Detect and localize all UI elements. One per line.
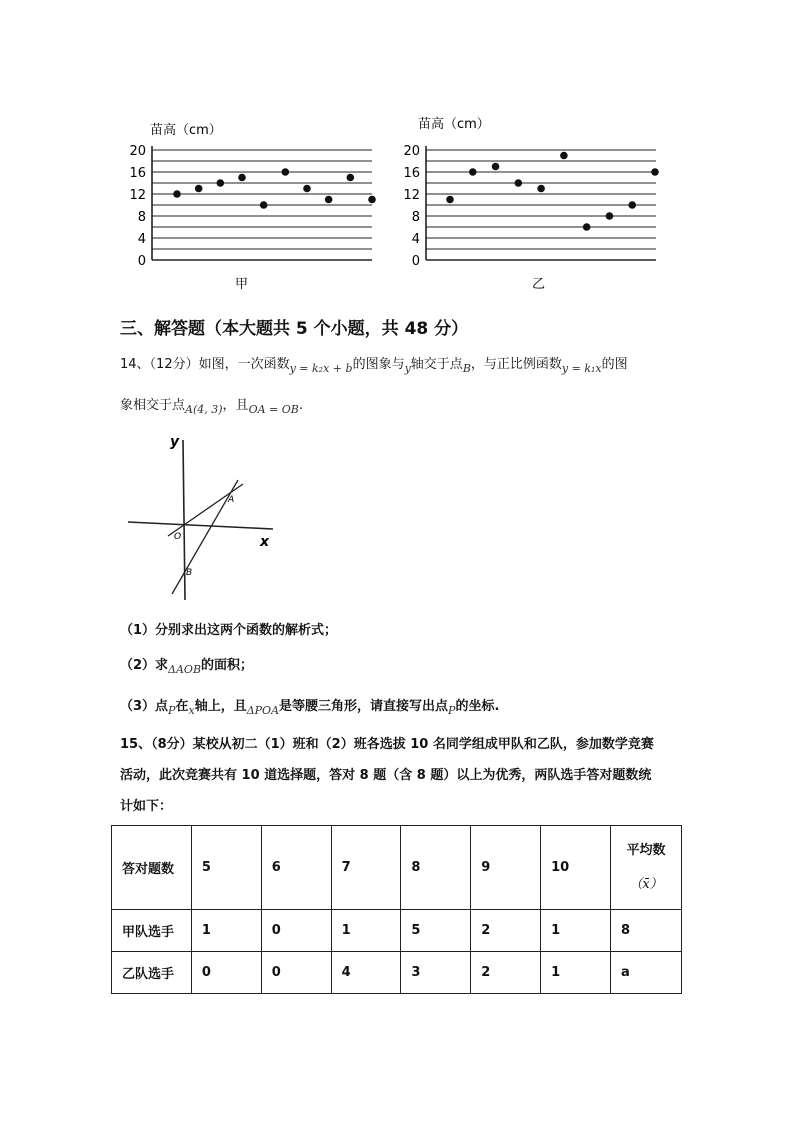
chart-data-point (515, 179, 523, 187)
answer-stats-table (111, 825, 682, 994)
table-header-row (112, 826, 682, 910)
chart-data-point (238, 174, 246, 182)
table-cell: 4 (331, 952, 401, 994)
chart-y-tick-label: 12 (403, 188, 420, 203)
chart-data-point (303, 185, 311, 193)
table-cell: 6 (261, 826, 331, 910)
chart-jia-xlabel: 甲 (235, 277, 249, 292)
chart-data-point (469, 168, 477, 176)
q14-formula-proportional: y = k₁x (561, 362, 602, 375)
figure-x-axis (128, 522, 273, 529)
chart-data-point (651, 168, 659, 176)
table-cell: 0 (191, 952, 261, 994)
table-row (112, 952, 682, 994)
seedling-height-chart-yi (390, 108, 670, 292)
figure-label-b: B (186, 568, 193, 578)
chart-data-point (446, 196, 454, 204)
table-cell: 0 (261, 952, 331, 994)
table-cell: 5 (401, 910, 471, 952)
q14-line2: 象相交于点$_{A(4, 3)}$，且$_{OA = OB}$. (120, 398, 303, 416)
chart-y-tick-label: 0 (411, 254, 420, 269)
chart-data-point (282, 168, 290, 176)
table-cell: 7 (331, 826, 401, 910)
chart-y-tick-label: 0 (137, 254, 146, 269)
chart-data-point (325, 196, 333, 204)
table-cell: 1 (541, 910, 611, 952)
chart-data-point (492, 163, 500, 171)
chart-data-point (217, 179, 225, 187)
table-cell: 8 (401, 826, 471, 910)
table-cell: 10 (541, 826, 611, 910)
q14-part2: （2）求$_{\Delta AOB}$的面积； (120, 658, 254, 676)
chart-y-tick-label: 12 (129, 188, 146, 203)
chart-data-point (347, 174, 355, 182)
chart-y-tick-label: 4 (411, 232, 420, 247)
chart-data-point (537, 185, 545, 193)
chart-data-point (173, 190, 181, 198)
chart-yi-xlabel: 乙 (532, 277, 546, 292)
table-avg-header (611, 826, 682, 910)
section-title: 三、解答题（本大题共 5 个小题，共 48 分） (120, 319, 469, 339)
table-cell: a (611, 952, 682, 994)
figure-y-axis (183, 440, 185, 600)
table-cell: 甲队选手 (112, 910, 192, 952)
chart-data-point (583, 223, 591, 231)
table-cell: 8 (611, 910, 682, 952)
chart-yi-ylabel: 苗高（cm） (418, 117, 490, 132)
q14-part1: （1）分别求出这两个函数的解析式； (120, 623, 338, 638)
table-cell: 1 (331, 910, 401, 952)
table-cell: 2 (471, 910, 541, 952)
chart-y-tick-label: 20 (129, 144, 146, 159)
chart-data-point (628, 201, 636, 209)
coordinate-figure (118, 432, 288, 607)
chart-data-point (606, 212, 614, 220)
figure-label-y: y (170, 434, 180, 450)
table-cell: 答对题数 (112, 826, 192, 910)
table-cell: 3 (401, 952, 471, 994)
q15-line1: 15、（8分）某校从初二（1）班和（2）班各选拔 10 名同学组成甲队和乙队，参加数学竞赛 (120, 737, 654, 752)
q15-line3: 计如下： (120, 799, 173, 814)
table-cell: 5 (191, 826, 261, 910)
q14-formula-linear: y = k₂x + b (289, 362, 353, 375)
avg-symbol: （x̄） (629, 876, 663, 892)
chart-jia-ylabel: 苗高（cm） (150, 123, 222, 138)
figure-label-o: O (174, 532, 182, 542)
table-cell: 9 (471, 826, 541, 910)
chart-y-tick-label: 4 (137, 232, 146, 247)
chart-y-tick-label: 16 (403, 166, 420, 181)
figure-label-a: A (228, 495, 235, 505)
q14-part3: （3）点$_P$在$_x$轴上，且$_{\Delta POA}$是等腰三角形，请直接写出点$_P$的坐标. (120, 699, 500, 717)
q14-line1: 14、（12分）如图，一次函数$_{y = k_2x + b}$的图象与$_y$轴交于点$_B$，与正比例函数$_{y = k_1x}$的图 (120, 357, 628, 375)
figure-label-x: x (260, 534, 270, 550)
table-cell: 乙队选手 (112, 952, 192, 994)
chart-data-point (260, 201, 268, 209)
chart-y-tick-label: 8 (411, 210, 420, 225)
chart-data-point (368, 196, 376, 204)
chart-data-point (195, 185, 203, 193)
q15-line2: 活动，此次竞赛共有 10 道选择题，答对 8 题（含 8 题）以上为优秀，两队选手答对题数统 (120, 768, 652, 783)
table-cell: 1 (541, 952, 611, 994)
seedling-height-chart-jia (120, 112, 385, 292)
chart-data-point (560, 152, 568, 160)
avg-label: 平均数 (626, 842, 666, 858)
table-cell: 0 (261, 910, 331, 952)
table-cell: 1 (191, 910, 261, 952)
table-row (112, 910, 682, 952)
table-cell: 2 (471, 952, 541, 994)
chart-y-tick-label: 16 (129, 166, 146, 181)
chart-y-tick-label: 8 (137, 210, 146, 225)
chart-y-tick-label: 20 (403, 144, 420, 159)
